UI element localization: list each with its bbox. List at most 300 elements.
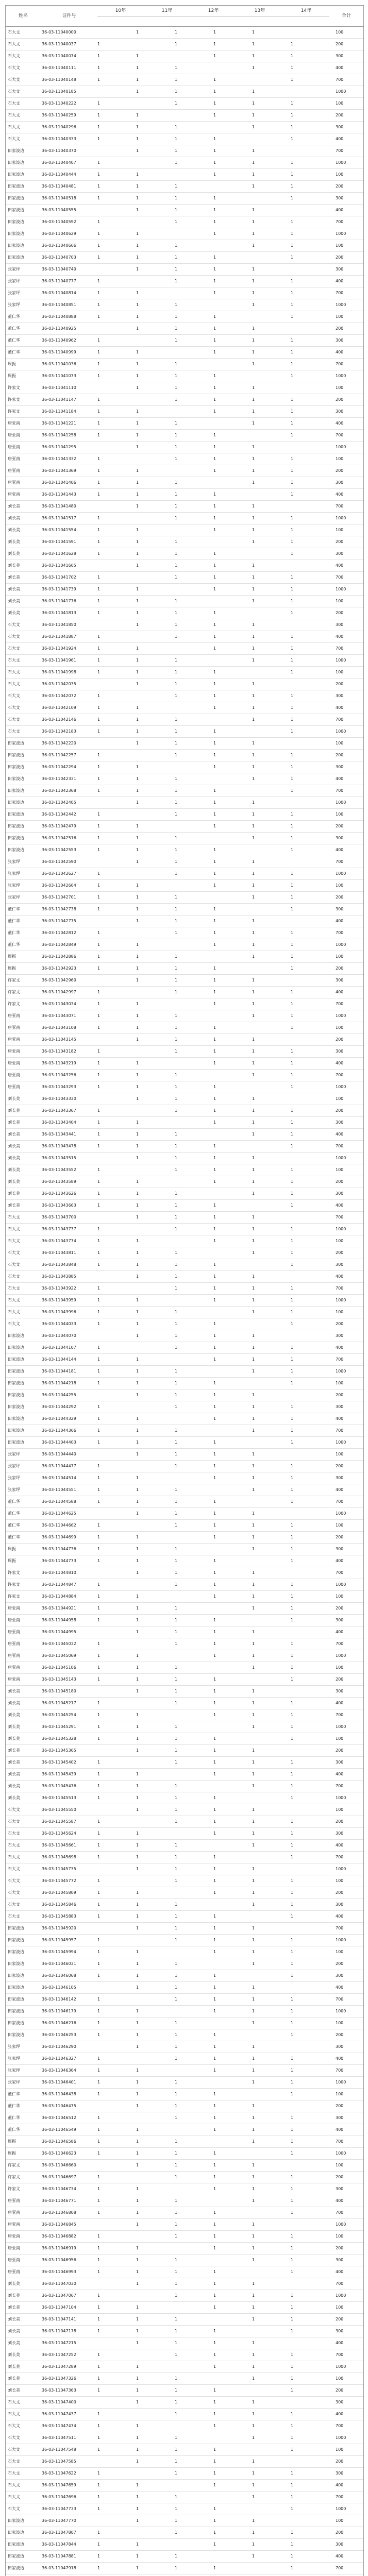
row-cell: 1 xyxy=(291,2210,294,2215)
table-row xyxy=(6,619,363,631)
row-name: 石大文 xyxy=(8,1239,20,1243)
row-id: 36-03-11040629 xyxy=(42,231,76,236)
row-name: 田家波边 xyxy=(8,2021,24,2025)
table-row xyxy=(6,1366,363,1378)
row-name: 刘长美 xyxy=(8,528,20,532)
row-cell: 1 xyxy=(252,2352,255,2357)
row-cell: 1 xyxy=(213,1333,216,1338)
row-cell: 1 xyxy=(291,634,294,639)
row-total: 400 xyxy=(336,2056,344,2061)
row-cell: 1 xyxy=(291,2506,294,2511)
row-name: 许家文 xyxy=(8,1002,20,1006)
row-cell: 1 xyxy=(213,456,216,461)
row-cell: 1 xyxy=(136,2376,139,2381)
row-name: 石大文 xyxy=(8,717,20,722)
row-id: 36-03-11045032 xyxy=(42,1641,76,1646)
table-row xyxy=(6,442,363,453)
row-total: 200 xyxy=(336,2246,344,2250)
row-name: 田家波边 xyxy=(8,776,24,781)
row-name: 唐亚南 xyxy=(8,492,20,497)
row-cell: 1 xyxy=(291,670,294,674)
table-row xyxy=(6,2207,363,2219)
row-name: 董仁华 xyxy=(8,930,20,935)
table-row xyxy=(6,643,363,655)
table-row xyxy=(6,2278,363,2290)
row-id: 36-03-11042146 xyxy=(42,717,76,722)
row-name: 唐亚南 xyxy=(8,1084,20,1089)
row-name: 石大文 xyxy=(8,101,20,106)
row-cell: 1 xyxy=(136,445,139,449)
row-cell: 1 xyxy=(291,1701,294,1705)
row-cell: 1 xyxy=(252,1843,255,1848)
table-row xyxy=(6,2515,363,2527)
table-row xyxy=(6,122,363,133)
row-cell: 1 xyxy=(213,1677,216,1682)
row-name: 田家波边 xyxy=(8,1973,24,1978)
row-name: 唐亚南 xyxy=(8,1677,20,1682)
row-cell: 1 xyxy=(291,2080,294,2084)
row-name: 石大文 xyxy=(8,1902,20,1907)
row-cell: 1 xyxy=(175,776,178,781)
row-name: 石大文 xyxy=(8,2495,20,2499)
row-cell: 1 xyxy=(213,2352,216,2357)
row-id: 36-03-11042294 xyxy=(42,765,76,769)
row-cell: 1 xyxy=(252,101,255,106)
row-total: 1000 xyxy=(336,871,346,876)
row-id: 36-03-11044033 xyxy=(42,1321,76,1326)
row-id: 36-03-11045439 xyxy=(42,1772,76,1776)
row-name: 田家波边 xyxy=(8,148,24,153)
table-row xyxy=(6,2349,363,2361)
row-cell: 1 xyxy=(136,2210,139,2215)
row-cell: 1 xyxy=(213,1049,216,1054)
row-total: 100 xyxy=(336,2163,344,2167)
row-cell: 1 xyxy=(291,528,294,532)
row-name: 张家坪 xyxy=(8,302,20,307)
row-total: 200 xyxy=(336,1464,344,1468)
row-cell: 1 xyxy=(136,599,139,603)
row-cell: 1 xyxy=(252,1227,255,1231)
row-cell: 1 xyxy=(291,1167,294,1172)
table-row xyxy=(6,1733,363,1745)
row-cell: 1 xyxy=(252,279,255,283)
row-name: 刘长美 xyxy=(8,1167,20,1172)
row-cell: 1 xyxy=(252,1345,255,1350)
row-cell: 1 xyxy=(252,1416,255,1421)
row-cell: 1 xyxy=(291,2269,294,2274)
row-id: 36-03-11046475 xyxy=(42,2104,76,2108)
row-cell: 1 xyxy=(291,2092,294,2096)
table-row xyxy=(6,714,363,726)
row-cell: 1 xyxy=(291,1416,294,1421)
row-cell: 1 xyxy=(213,468,216,473)
row-name: 石大文 xyxy=(8,1215,20,1219)
row-cell: 1 xyxy=(291,1961,294,1966)
row-cell: 1 xyxy=(213,1464,216,1468)
row-total: 1000 xyxy=(336,1867,346,1871)
table-row xyxy=(6,2492,363,2503)
row-cell: 1 xyxy=(252,1594,255,1599)
row-cell: 1 xyxy=(252,528,255,532)
row-cell: 1 xyxy=(291,812,294,817)
row-name: 田家波边 xyxy=(8,765,24,769)
table-row xyxy=(6,856,363,868)
row-cell: 1 xyxy=(252,1961,255,1966)
row-id: 36-03-11043848 xyxy=(42,1262,76,1267)
row-cell: 1 xyxy=(213,2424,216,2428)
row-name: 刘长美 xyxy=(8,2376,20,2381)
row-cell: 1 xyxy=(252,1298,255,1302)
row-total: 200 xyxy=(336,1037,344,1042)
row-cell: 1 xyxy=(97,42,101,46)
row-cell: 1 xyxy=(252,1250,255,1255)
row-cell: 1 xyxy=(136,1440,139,1445)
row-total: 100 xyxy=(336,1523,344,1528)
row-cell: 1 xyxy=(97,1239,101,1243)
row-cell: 1 xyxy=(136,1002,139,1006)
row-id: 36-03-11043330 xyxy=(42,1096,76,1101)
row-cell: 1 xyxy=(97,1736,101,1741)
row-name: 田家波边 xyxy=(8,1404,24,1409)
table-row xyxy=(6,98,363,110)
row-name: 唐亚南 xyxy=(8,1013,20,1018)
row-id: 36-03-11041628 xyxy=(42,551,76,556)
row-cell: 1 xyxy=(97,551,101,556)
row-cell: 1 xyxy=(175,1606,178,1611)
row-cell: 1 xyxy=(213,2151,216,2156)
row-cell: 1 xyxy=(291,2447,294,2452)
row-cell: 1 xyxy=(97,2127,101,2132)
row-cell: 1 xyxy=(175,954,178,959)
row-total: 100 xyxy=(336,1878,344,1883)
table-row xyxy=(6,951,363,963)
row-name: 刘长美 xyxy=(8,1772,20,1776)
row-cell: 1 xyxy=(97,2115,101,2120)
row-total: 700 xyxy=(336,2495,344,2499)
row-cell: 1 xyxy=(97,2424,101,2428)
table-row xyxy=(6,844,363,856)
row-name: 石大文 xyxy=(8,2483,20,2487)
row-id: 36-03-11040333 xyxy=(42,137,76,141)
row-cell: 1 xyxy=(213,2115,216,2120)
row-cell: 1 xyxy=(252,516,255,520)
row-id: 36-03-11047733 xyxy=(42,2506,76,2511)
row-cell: 1 xyxy=(213,978,216,982)
row-cell: 1 xyxy=(252,1061,255,1065)
row-cell: 1 xyxy=(97,219,101,224)
row-cell: 1 xyxy=(252,1867,255,1871)
row-id: 36-03-11047659 xyxy=(42,2483,76,2487)
row-cell: 1 xyxy=(252,2518,255,2523)
row-cell: 1 xyxy=(291,1997,294,2002)
row-cell: 1 xyxy=(213,1084,216,1089)
row-cell: 1 xyxy=(175,1310,178,1314)
row-cell: 1 xyxy=(213,1381,216,1385)
row-cell: 1 xyxy=(175,2080,178,2084)
table-row xyxy=(6,2231,363,2243)
row-cell: 1 xyxy=(97,1653,101,1658)
row-cell: 1 xyxy=(291,1239,294,1243)
row-name: 田家波边 xyxy=(8,196,24,200)
row-cell: 1 xyxy=(175,445,178,449)
row-name: 田家波边 xyxy=(8,1345,24,1350)
row-cell: 1 xyxy=(252,1831,255,1836)
row-name: 刘长美 xyxy=(8,539,20,544)
row-name: 董仁华 xyxy=(8,326,20,331)
row-name: 石大文 xyxy=(8,1855,20,1859)
table-row xyxy=(6,2551,363,2563)
data-table xyxy=(5,5,364,2576)
row-cell: 1 xyxy=(252,148,255,153)
row-name: 张家坪 xyxy=(8,871,20,876)
row-id: 36-03-11041073 xyxy=(42,374,76,378)
row-id: 36-03-11047696 xyxy=(42,2495,76,2499)
row-cell: 1 xyxy=(175,575,178,580)
table-row xyxy=(6,1567,363,1579)
row-cell: 1 xyxy=(291,1784,294,1788)
row-id: 36-03-11046142 xyxy=(42,1997,76,2002)
row-total: 300 xyxy=(336,338,344,343)
row-id: 36-03-11040555 xyxy=(42,208,76,212)
row-cell: 1 xyxy=(252,65,255,70)
row-name: 石大文 xyxy=(8,54,20,58)
row-cell: 1 xyxy=(252,741,255,745)
row-cell: 1 xyxy=(97,1108,101,1113)
row-cell: 1 xyxy=(213,148,216,153)
row-cell: 1 xyxy=(136,907,139,911)
row-cell: 1 xyxy=(136,374,139,378)
row-cell: 1 xyxy=(136,2317,139,2321)
row-cell: 1 xyxy=(291,1286,294,1291)
row-name: 石大文 xyxy=(8,2471,20,2476)
row-cell: 1 xyxy=(97,2317,101,2321)
row-cell: 1 xyxy=(213,788,216,793)
row-cell: 1 xyxy=(213,990,216,994)
row-cell: 1 xyxy=(291,1108,294,1113)
row-cell: 1 xyxy=(291,1321,294,1326)
row-id: 36-03-11046623 xyxy=(42,2151,76,2156)
row-cell: 1 xyxy=(213,1061,216,1065)
row-cell: 1 xyxy=(291,2424,294,2428)
row-cell: 1 xyxy=(97,776,101,781)
row-cell: 1 xyxy=(213,883,216,888)
table-row xyxy=(6,584,363,596)
table-row xyxy=(6,1615,363,1626)
row-id: 36-03-11044403 xyxy=(42,1440,76,1445)
row-cell: 1 xyxy=(213,871,216,876)
row-total: 700 xyxy=(336,1926,344,1930)
row-total: 700 xyxy=(336,1002,344,1006)
row-cell: 1 xyxy=(175,1499,178,1504)
table-row xyxy=(6,667,363,679)
row-cell: 1 xyxy=(213,2044,216,2049)
row-id: 36-03-11043552 xyxy=(42,1167,76,1172)
row-cell: 1 xyxy=(252,1108,255,1113)
row-total: 100 xyxy=(336,2518,344,2523)
row-cell: 1 xyxy=(291,1499,294,1504)
table-row xyxy=(6,2195,363,2207)
table-row xyxy=(6,335,363,347)
row-name: 田家波边 xyxy=(8,1381,24,1385)
row-id: 36-03-11045106 xyxy=(42,1665,76,1670)
row-name: 张家坪 xyxy=(8,2080,20,2084)
row-total: 400 xyxy=(336,1914,344,1919)
row-id: 36-03-11047437 xyxy=(42,2412,76,2416)
row-cell: 1 xyxy=(97,729,101,734)
row-cell: 1 xyxy=(175,1938,178,1942)
row-cell: 1 xyxy=(213,1167,216,1172)
row-id: 36-03-11045402 xyxy=(42,1760,76,1765)
row-name: 刘长美 xyxy=(8,563,20,568)
row-cell: 1 xyxy=(136,1013,139,1018)
row-id: 36-03-11042590 xyxy=(42,859,76,864)
row-cell: 1 xyxy=(136,1025,139,1030)
row-cell: 1 xyxy=(213,291,216,295)
row-cell: 1 xyxy=(136,1428,139,1433)
row-name: 田家波边 xyxy=(8,1428,24,1433)
row-cell: 1 xyxy=(136,409,139,414)
table-row xyxy=(6,904,363,916)
row-cell: 1 xyxy=(97,528,101,532)
row-cell: 1 xyxy=(97,1049,101,1054)
row-name: 许家文 xyxy=(8,990,20,994)
row-cell: 1 xyxy=(175,859,178,864)
row-name: 刘长美 xyxy=(8,504,20,509)
row-cell: 1 xyxy=(175,978,178,982)
row-cell: 1 xyxy=(136,1511,139,1516)
row-cell: 1 xyxy=(252,646,255,651)
table-row xyxy=(6,2456,363,2468)
row-cell: 1 xyxy=(97,1428,101,1433)
row-cell: 1 xyxy=(136,2554,139,2558)
row-cell: 1 xyxy=(213,1582,216,1587)
row-cell: 1 xyxy=(252,2376,255,2381)
row-cell: 1 xyxy=(97,2187,101,2191)
table-row xyxy=(6,1555,363,1567)
row-cell: 1 xyxy=(136,1393,139,1397)
row-cell: 1 xyxy=(252,1807,255,1812)
row-cell: 1 xyxy=(97,2246,101,2250)
row-name: 石大文 xyxy=(8,137,20,141)
row-cell: 1 xyxy=(175,1250,178,1255)
row-cell: 1 xyxy=(136,1973,139,1978)
row-cell: 1 xyxy=(175,2352,178,2357)
row-cell: 1 xyxy=(252,2021,255,2025)
table-row xyxy=(6,1129,363,1141)
row-cell: 1 xyxy=(175,1013,178,1018)
row-name: 唐亚南 xyxy=(8,1653,20,1658)
row-cell: 1 xyxy=(213,587,216,591)
table-row xyxy=(6,1461,363,1472)
row-total: 300 xyxy=(336,1262,344,1267)
row-cell: 1 xyxy=(136,2246,139,2250)
row-cell: 1 xyxy=(213,2566,216,2570)
row-cell: 1 xyxy=(291,2056,294,2061)
row-id: 36-03-11047400 xyxy=(42,2400,76,2404)
row-cell: 1 xyxy=(175,385,178,390)
row-cell: 1 xyxy=(213,919,216,923)
row-cell: 1 xyxy=(252,125,255,129)
row-total: 400 xyxy=(336,1132,344,1137)
row-name: 石大文 xyxy=(8,2506,20,2511)
table-row xyxy=(6,2539,363,2551)
row-cell: 1 xyxy=(213,2341,216,2345)
row-name: 唐亚南 xyxy=(8,445,20,449)
row-cell: 1 xyxy=(136,2305,139,2310)
row-total: 400 xyxy=(336,634,344,639)
row-cell: 1 xyxy=(291,2293,294,2298)
row-cell: 1 xyxy=(175,2459,178,2464)
row-total: 300 xyxy=(336,2115,344,2120)
row-cell: 1 xyxy=(291,1345,294,1350)
row-cell: 1 xyxy=(291,243,294,248)
row-id: 36-03-11042035 xyxy=(42,682,76,686)
row-cell: 1 xyxy=(97,2198,101,2203)
row-cell: 1 xyxy=(97,1523,101,1528)
table-row xyxy=(6,1188,363,1200)
row-name: 唐亚南 xyxy=(8,1630,20,1634)
row-cell: 1 xyxy=(213,1819,216,1824)
row-name: 田家波边 xyxy=(8,1938,24,1942)
row-total: 300 xyxy=(336,1049,344,1054)
row-id: 36-03-11042701 xyxy=(42,895,76,900)
table-row xyxy=(6,311,363,323)
row-id: 36-03-11040888 xyxy=(42,314,76,319)
row-id: 36-03-11042812 xyxy=(42,930,76,935)
row-cell: 1 xyxy=(252,1511,255,1516)
row-name: 唐亚南 xyxy=(8,2246,20,2250)
row-name: 石大文 xyxy=(8,1890,20,1895)
row-cell: 1 xyxy=(213,1499,216,1504)
row-cell: 1 xyxy=(136,385,139,390)
row-cell: 1 xyxy=(252,504,255,509)
table-row xyxy=(6,2172,363,2183)
row-id: 36-03-11046845 xyxy=(42,2222,76,2227)
row-cell: 1 xyxy=(97,1227,101,1231)
row-cell: 1 xyxy=(136,1310,139,1314)
row-cell: 1 xyxy=(252,1452,255,1456)
row-cell: 1 xyxy=(252,2364,255,2369)
row-total: 200 xyxy=(336,1393,344,1397)
row-name: 石大文 xyxy=(8,658,20,663)
row-cell: 1 xyxy=(136,1950,139,1954)
row-cell: 1 xyxy=(252,812,255,817)
row-id: 36-03-11043034 xyxy=(42,1002,76,1006)
row-cell: 1 xyxy=(213,516,216,520)
row-id: 36-03-11044810 xyxy=(42,1570,76,1575)
row-cell: 1 xyxy=(291,2542,294,2547)
row-total: 1000 xyxy=(336,1795,346,1800)
row-cell: 1 xyxy=(97,2506,101,2511)
row-total: 700 xyxy=(336,1855,344,1859)
row-cell: 1 xyxy=(175,1393,178,1397)
row-total: 400 xyxy=(336,1345,344,1350)
table-row xyxy=(6,1010,363,1022)
row-id: 36-03-11041369 xyxy=(42,468,76,473)
row-cell: 1 xyxy=(136,1724,139,1729)
row-cell: 1 xyxy=(252,2104,255,2108)
row-cell: 1 xyxy=(252,1701,255,1705)
row-cell: 1 xyxy=(97,634,101,639)
row-id: 36-03-11043182 xyxy=(42,1049,76,1054)
row-total: 300 xyxy=(336,1191,344,1196)
row-cell: 1 xyxy=(291,895,294,900)
row-cell: 1 xyxy=(175,1132,178,1137)
row-cell: 1 xyxy=(175,1701,178,1705)
row-total: 300 xyxy=(336,2542,344,2547)
row-cell: 1 xyxy=(136,848,139,852)
row-cell: 1 xyxy=(213,2222,216,2227)
